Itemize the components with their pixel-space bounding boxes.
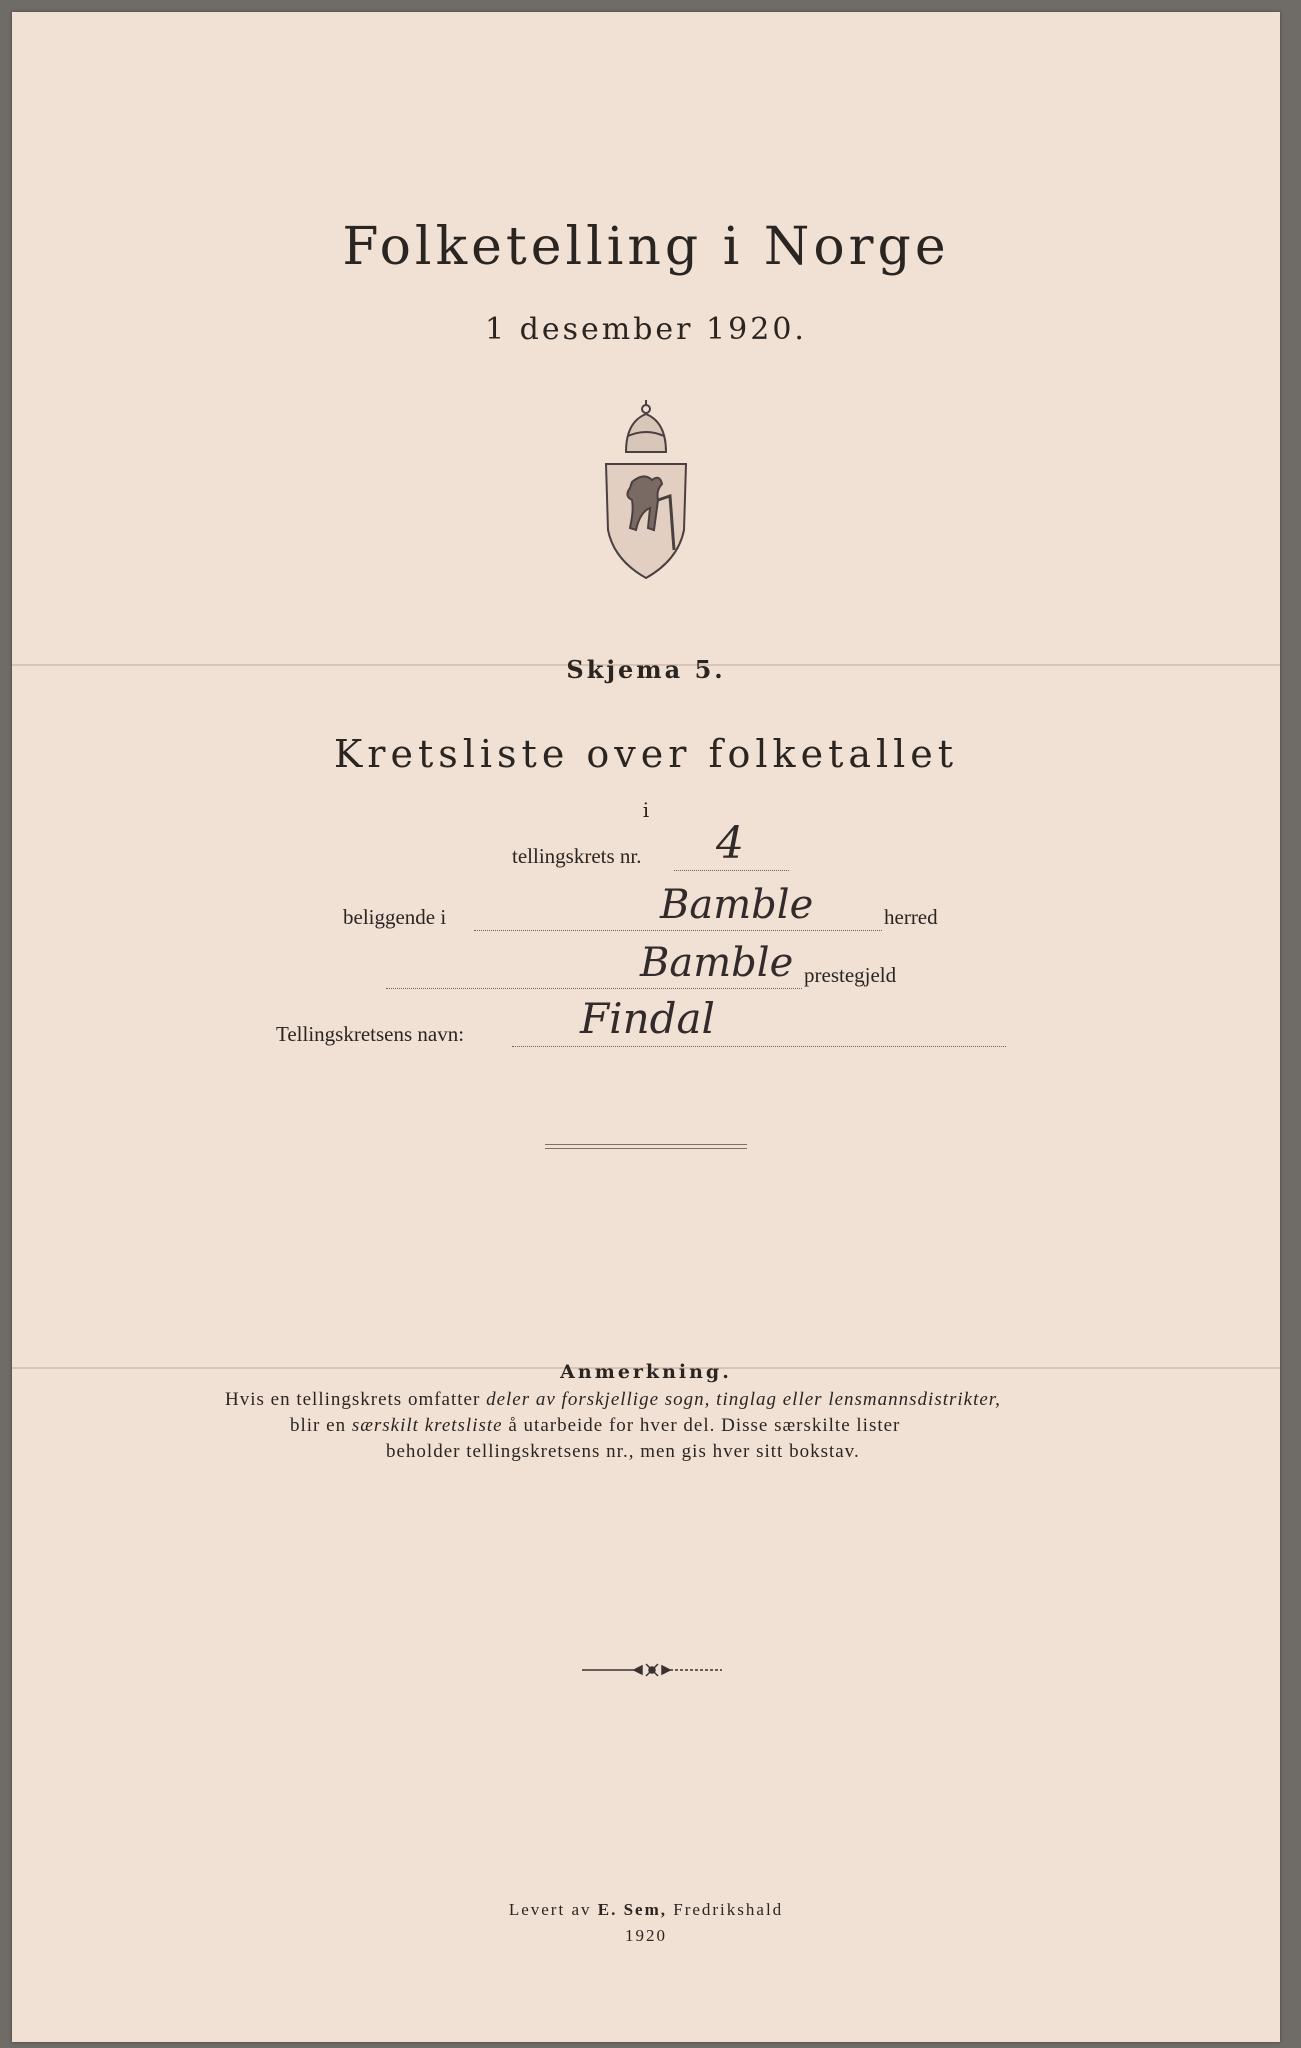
printer-credit <box>12 1900 1280 1920</box>
herred-label: herred <box>884 905 938 929</box>
tellingskrets-value: 4 <box>716 818 744 869</box>
printer-prefix: Levert av <box>508 1900 598 1919</box>
divider-bottom <box>545 1148 747 1149</box>
divider-top <box>545 1144 747 1145</box>
beliggende-value: Bamble <box>660 882 814 928</box>
prestegjeld-line <box>386 988 802 989</box>
note-line-2-emphasis: særskilt kretsliste <box>351 1415 503 1436</box>
tellingskrets-line <box>674 870 789 871</box>
norwegian-coat-of-arms-icon <box>596 400 696 582</box>
note-line-1-text: Hvis en tellingskrets omfatter <box>225 1389 487 1410</box>
prestegjeld-value: Bamble <box>640 940 794 986</box>
note-line-1-emphasis: deler av forskjellige sogn, tinglag eller lensmannsdistrikter, <box>486 1389 1001 1410</box>
note-line-3: beholder tellingskretsens nr., men gis hver sitt bokstav. <box>386 1441 860 1462</box>
note-line-2 <box>290 1415 900 1437</box>
note-line-1 <box>225 1389 1001 1411</box>
census-date: 1 desember 1920. <box>485 312 807 347</box>
census-form-page <box>12 12 1280 2042</box>
note-line-2-text-b: å utarbeide for hver del. Disse særskilte lister <box>502 1415 901 1436</box>
form-heading: Kretsliste over folketallet <box>333 732 959 776</box>
navn-value: Findal <box>580 994 715 1043</box>
tellingskrets-label: tellingskrets nr. <box>512 844 642 868</box>
printer-year: 1920 <box>625 1926 667 1945</box>
beliggende-line <box>474 930 882 931</box>
page-title: Folketelling i Norge <box>342 217 950 277</box>
note-line-2-text-a: blir en <box>290 1415 352 1436</box>
prestegjeld-label: prestegjeld <box>804 963 897 987</box>
form-heading-sub: i <box>642 798 650 822</box>
navn-line <box>512 1046 1006 1047</box>
beliggende-label: beliggende i <box>343 905 447 929</box>
navn-label: Tellingskretsens navn: <box>276 1022 465 1046</box>
schema-number: Skjema 5. <box>566 655 726 684</box>
ornament-divider-icon <box>572 1660 732 1680</box>
printer-city: Fredrikshald <box>666 1900 784 1919</box>
printer-name: E. Sem, <box>597 1900 667 1919</box>
note-heading: Anmerkning. <box>560 1361 732 1383</box>
